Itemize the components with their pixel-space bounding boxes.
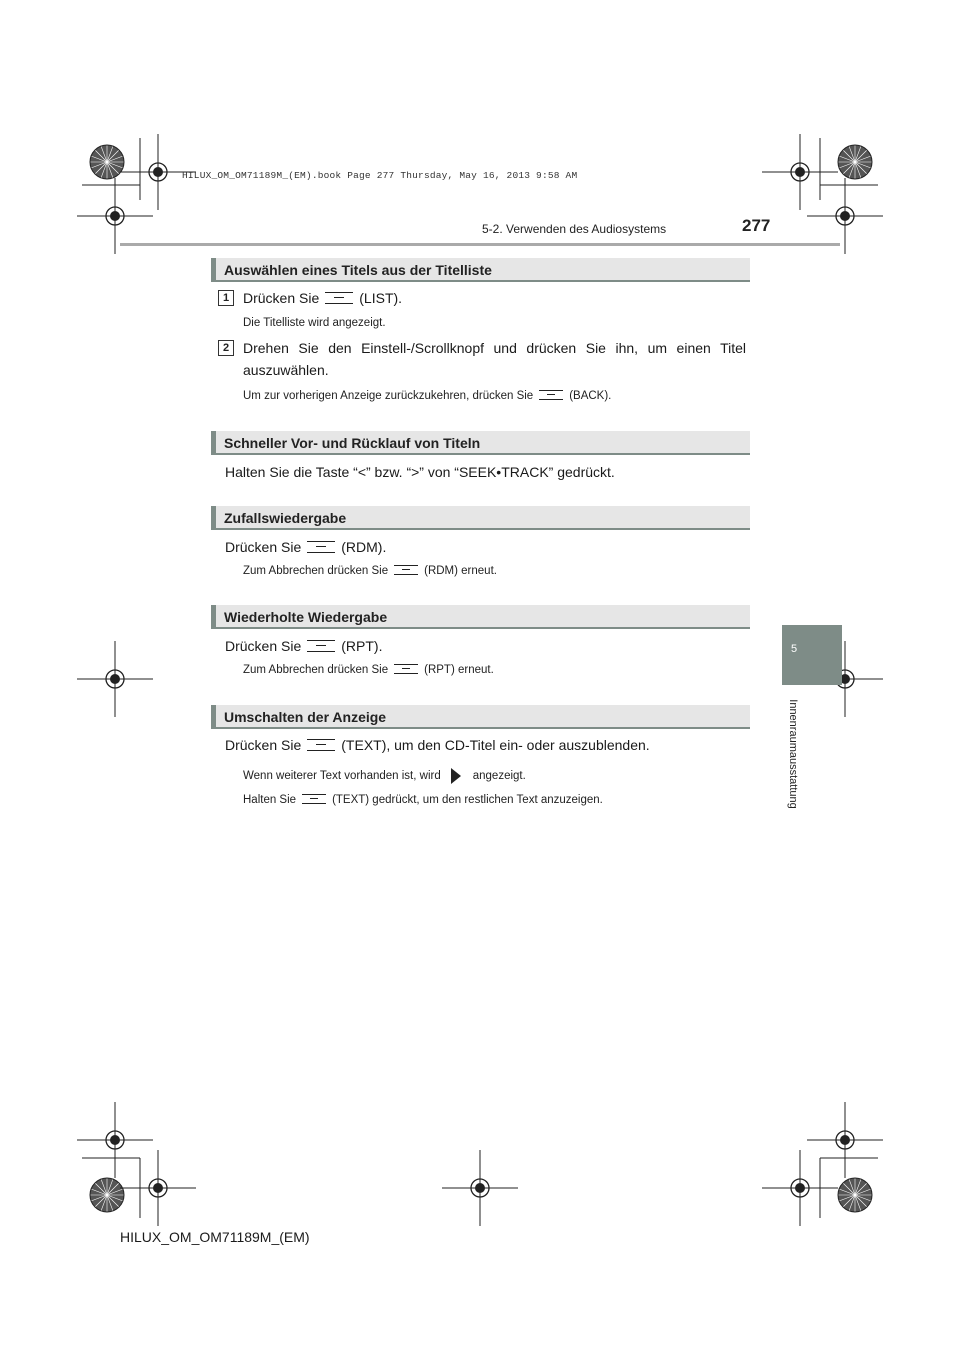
- section-heading-accent: [211, 506, 216, 528]
- note: [243, 794, 603, 806]
- body-text-after: (RPT).: [341, 638, 383, 654]
- note-before: Wenn weiterer Text vorhanden ist, wird: [243, 770, 441, 783]
- note: [243, 664, 494, 676]
- page-number: 277: [742, 216, 771, 235]
- body-text-after: (RDM).: [341, 539, 387, 555]
- section-heading-title: Wiederholte Wiedergabe: [224, 609, 388, 625]
- body-text-after: (TEXT), um den CD-Titel ein- oder auszublenden.: [341, 737, 650, 753]
- registration-mark-icon: [762, 1150, 838, 1226]
- button-icon: [307, 640, 335, 652]
- section-heading-accent: [211, 605, 216, 627]
- file-stamp: HILUX_OM_OM71189M_(EM).book Page 277 Thursday, May 16, 2013 9:58 AM: [182, 170, 578, 181]
- step-note: [243, 390, 611, 402]
- body-text-before: Drücken Sie: [225, 539, 302, 555]
- button-icon: [307, 541, 335, 553]
- starburst-target-icon: [90, 1178, 124, 1212]
- step-text: Drehen Sie den Einstell-/Scrollknopf und drücken Sie ihn, um einen Titel auszuwählen.: [243, 340, 746, 378]
- section-heading-title: Auswählen eines Titels aus der Titelliste: [224, 262, 492, 278]
- chapter-tab-number: 5: [790, 643, 798, 655]
- header-rule: [120, 243, 840, 246]
- registration-mark-icon: [77, 641, 153, 717]
- chapter-label-text: Innenraumausstattung: [787, 699, 799, 809]
- note-before: Zum Abbrechen drücken Sie: [243, 664, 389, 676]
- note: [243, 768, 526, 784]
- body-text-before: Drücken Sie: [225, 638, 302, 654]
- step-note-after: (BACK).: [569, 390, 612, 402]
- step-text: [243, 287, 402, 309]
- note-before: Halten Sie: [243, 794, 297, 806]
- body-text-before: Drücken Sie: [225, 737, 302, 753]
- section-heading-title: Schneller Vor- und Rücklauf von Titeln: [224, 435, 481, 451]
- section-heading: [211, 705, 750, 729]
- step-text-after: (LIST).: [359, 290, 403, 306]
- body-text: [225, 536, 386, 558]
- section-heading-accent: [211, 258, 216, 280]
- note-after: angezeigt.: [472, 770, 526, 783]
- body-text: Halten Sie die Taste “<” bzw. “>” von “SEEK•TRACK” gedrückt.: [225, 464, 615, 480]
- button-icon: [302, 794, 326, 804]
- note-after: (TEXT) gedrückt, um den restlichen Text anzuzeigen.: [332, 794, 603, 806]
- step-text-before: Drücken Sie: [243, 290, 320, 306]
- crop-lines: [82, 138, 878, 1218]
- button-icon: [394, 565, 418, 575]
- button-icon: [539, 390, 563, 400]
- button-icon: [325, 292, 353, 304]
- section-heading-accent: [211, 705, 216, 727]
- step-note-before: Um zur vorherigen Anzeige zurückzukehren, drücken Sie: [243, 390, 534, 402]
- section-heading-title: Umschalten der Anzeige: [224, 709, 387, 725]
- note: [243, 565, 497, 577]
- note-before: Zum Abbrechen drücken Sie: [243, 565, 389, 577]
- section-heading-accent: [211, 431, 216, 453]
- section-heading: [211, 605, 750, 629]
- arrow-right-icon: [451, 768, 461, 784]
- header-section-title: 5-2. Verwenden des Audiosystems: [482, 222, 667, 236]
- section-heading: [211, 258, 750, 282]
- button-icon: [394, 664, 418, 674]
- registration-mark-icon: [77, 1102, 153, 1178]
- step-number: 1: [218, 290, 234, 306]
- footer-doc-id: HILUX_OM_OM71189M_(EM): [120, 1229, 310, 1245]
- section-heading: [211, 431, 750, 455]
- button-icon: [307, 739, 335, 751]
- starburst-target-icon: [838, 1178, 872, 1212]
- body-text: [225, 734, 650, 756]
- starburst-target-icon: [838, 145, 872, 179]
- body-text: [225, 635, 382, 657]
- section-heading-title: Zufallswiedergabe: [224, 510, 347, 526]
- registration-mark-icon: [807, 1102, 883, 1178]
- registration-mark-icon: [442, 1150, 518, 1226]
- section-heading: [211, 506, 750, 530]
- note-after: (RPT) erneut.: [424, 664, 494, 676]
- chapter-tab: [782, 625, 842, 685]
- step-number: 2: [218, 340, 234, 356]
- registration-mark-icon: [762, 134, 838, 210]
- step-note: Die Titelliste wird angezeigt.: [243, 317, 386, 329]
- registration-mark-icon: [120, 1150, 196, 1226]
- starburst-target-icon: [90, 145, 124, 179]
- note-after: (RDM) erneut.: [424, 565, 497, 577]
